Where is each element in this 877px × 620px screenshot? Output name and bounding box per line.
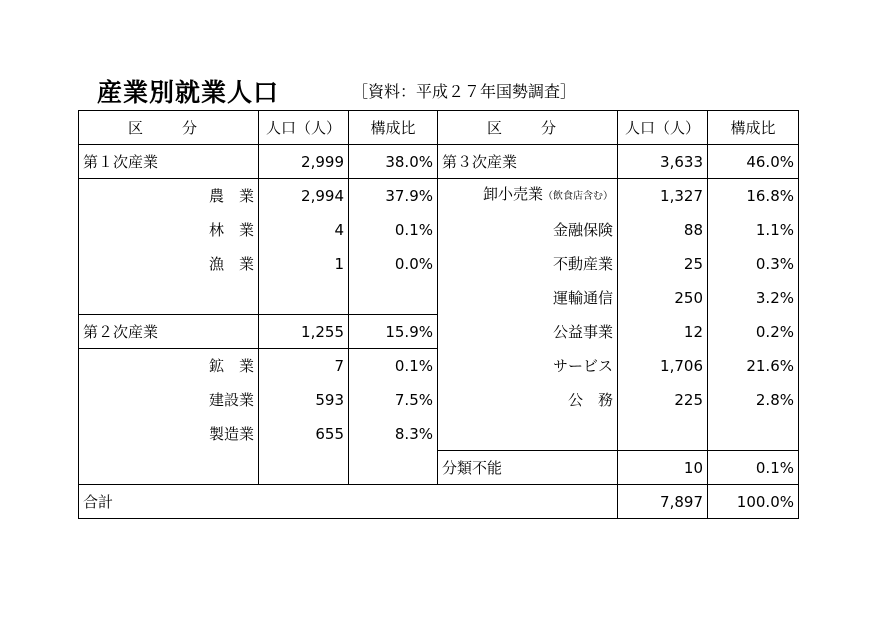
header-population-left: 人口（人） [259, 111, 349, 145]
transport-communication-label: 運輸通信 [438, 281, 618, 315]
table-row [79, 179, 799, 213]
header-ratio-left: 構成比 [349, 111, 438, 145]
public-service-population: 225 [618, 383, 708, 417]
construction-population: 593 [259, 383, 349, 417]
unclassified-label: 分類不能 [438, 451, 618, 485]
page-title: 産業別就業人口 [97, 78, 280, 107]
services-ratio: 21.6% [708, 349, 799, 383]
table-row [79, 145, 799, 179]
employment-table [78, 110, 799, 519]
agriculture-ratio: 37.9% [349, 179, 438, 213]
unclassified-ratio: 0.1% [708, 451, 799, 485]
manufacturing-population: 655 [259, 417, 349, 451]
wholesale-retail-note: （飲食店含む） [543, 191, 613, 203]
empty-cell [438, 417, 618, 451]
primary-industry-population: 2,999 [259, 145, 349, 179]
header-category-right: 区 分 [438, 111, 618, 145]
secondary-industry-label: 第２次産業 [79, 315, 259, 349]
construction-ratio: 7.5% [349, 383, 438, 417]
total-row [79, 485, 799, 519]
public-utilities-population: 12 [618, 315, 708, 349]
tertiary-industry-label: 第３次産業 [438, 145, 618, 179]
mining-ratio: 0.1% [349, 349, 438, 383]
wholesale-retail-population: 1,327 [618, 179, 708, 213]
empty-cell [708, 417, 799, 451]
header-ratio-right: 構成比 [708, 111, 799, 145]
table-row [79, 213, 799, 247]
empty-cell [79, 451, 259, 485]
finance-insurance-label: 金融保険 [438, 213, 618, 247]
public-service-ratio: 2.8% [708, 383, 799, 417]
tertiary-industry-population: 3,633 [618, 145, 708, 179]
manufacturing-ratio: 8.3% [349, 417, 438, 451]
header-row [79, 111, 799, 145]
fishery-label: 漁 業 [79, 247, 259, 281]
real-estate-population: 25 [618, 247, 708, 281]
table-row [79, 247, 799, 281]
mining-label: 鉱 業 [79, 349, 259, 383]
primary-industry-ratio: 38.0% [349, 145, 438, 179]
table-row [79, 451, 799, 485]
table-row [79, 383, 799, 417]
forestry-label: 林 業 [79, 213, 259, 247]
empty-cell [79, 281, 259, 315]
primary-industry-label: 第１次産業 [79, 145, 259, 179]
empty-cell [349, 281, 438, 315]
agriculture-population: 2,994 [259, 179, 349, 213]
table-row [79, 315, 799, 349]
agriculture-label: 農 業 [79, 179, 259, 213]
public-utilities-ratio: 0.2% [708, 315, 799, 349]
table-row [79, 349, 799, 383]
mining-population: 7 [259, 349, 349, 383]
finance-insurance-ratio: 1.1% [708, 213, 799, 247]
empty-cell [618, 417, 708, 451]
total-population: 7,897 [618, 485, 708, 519]
tertiary-industry-ratio: 46.0% [708, 145, 799, 179]
wholesale-retail-label [438, 179, 618, 213]
empty-cell [349, 451, 438, 485]
secondary-industry-population: 1,255 [259, 315, 349, 349]
public-utilities-label: 公益事業 [438, 315, 618, 349]
empty-cell [259, 451, 349, 485]
table-row [79, 417, 799, 451]
header-category-left: 区 分 [79, 111, 259, 145]
finance-insurance-population: 88 [618, 213, 708, 247]
transport-communication-ratio: 3.2% [708, 281, 799, 315]
forestry-population: 4 [259, 213, 349, 247]
source-note: ［資料：平成２７年国勢調査］ [352, 82, 577, 101]
wholesale-retail-ratio: 16.8% [708, 179, 799, 213]
total-label: 合計 [79, 485, 618, 519]
construction-label: 建設業 [79, 383, 259, 417]
services-label: サービス [438, 349, 618, 383]
real-estate-label: 不動産業 [438, 247, 618, 281]
fishery-ratio: 0.0% [349, 247, 438, 281]
wholesale-retail-name: 卸小売業 [482, 185, 543, 204]
forestry-ratio: 0.1% [349, 213, 438, 247]
manufacturing-label: 製造業 [79, 417, 259, 451]
table-row [79, 281, 799, 315]
empty-cell [259, 281, 349, 315]
public-service-label: 公 務 [438, 383, 618, 417]
unclassified-population: 10 [618, 451, 708, 485]
real-estate-ratio: 0.3% [708, 247, 799, 281]
secondary-industry-ratio: 15.9% [349, 315, 438, 349]
transport-communication-population: 250 [618, 281, 708, 315]
total-ratio: 100.0% [708, 485, 799, 519]
fishery-population: 1 [259, 247, 349, 281]
header-population-right: 人口（人） [618, 111, 708, 145]
services-population: 1,706 [618, 349, 708, 383]
